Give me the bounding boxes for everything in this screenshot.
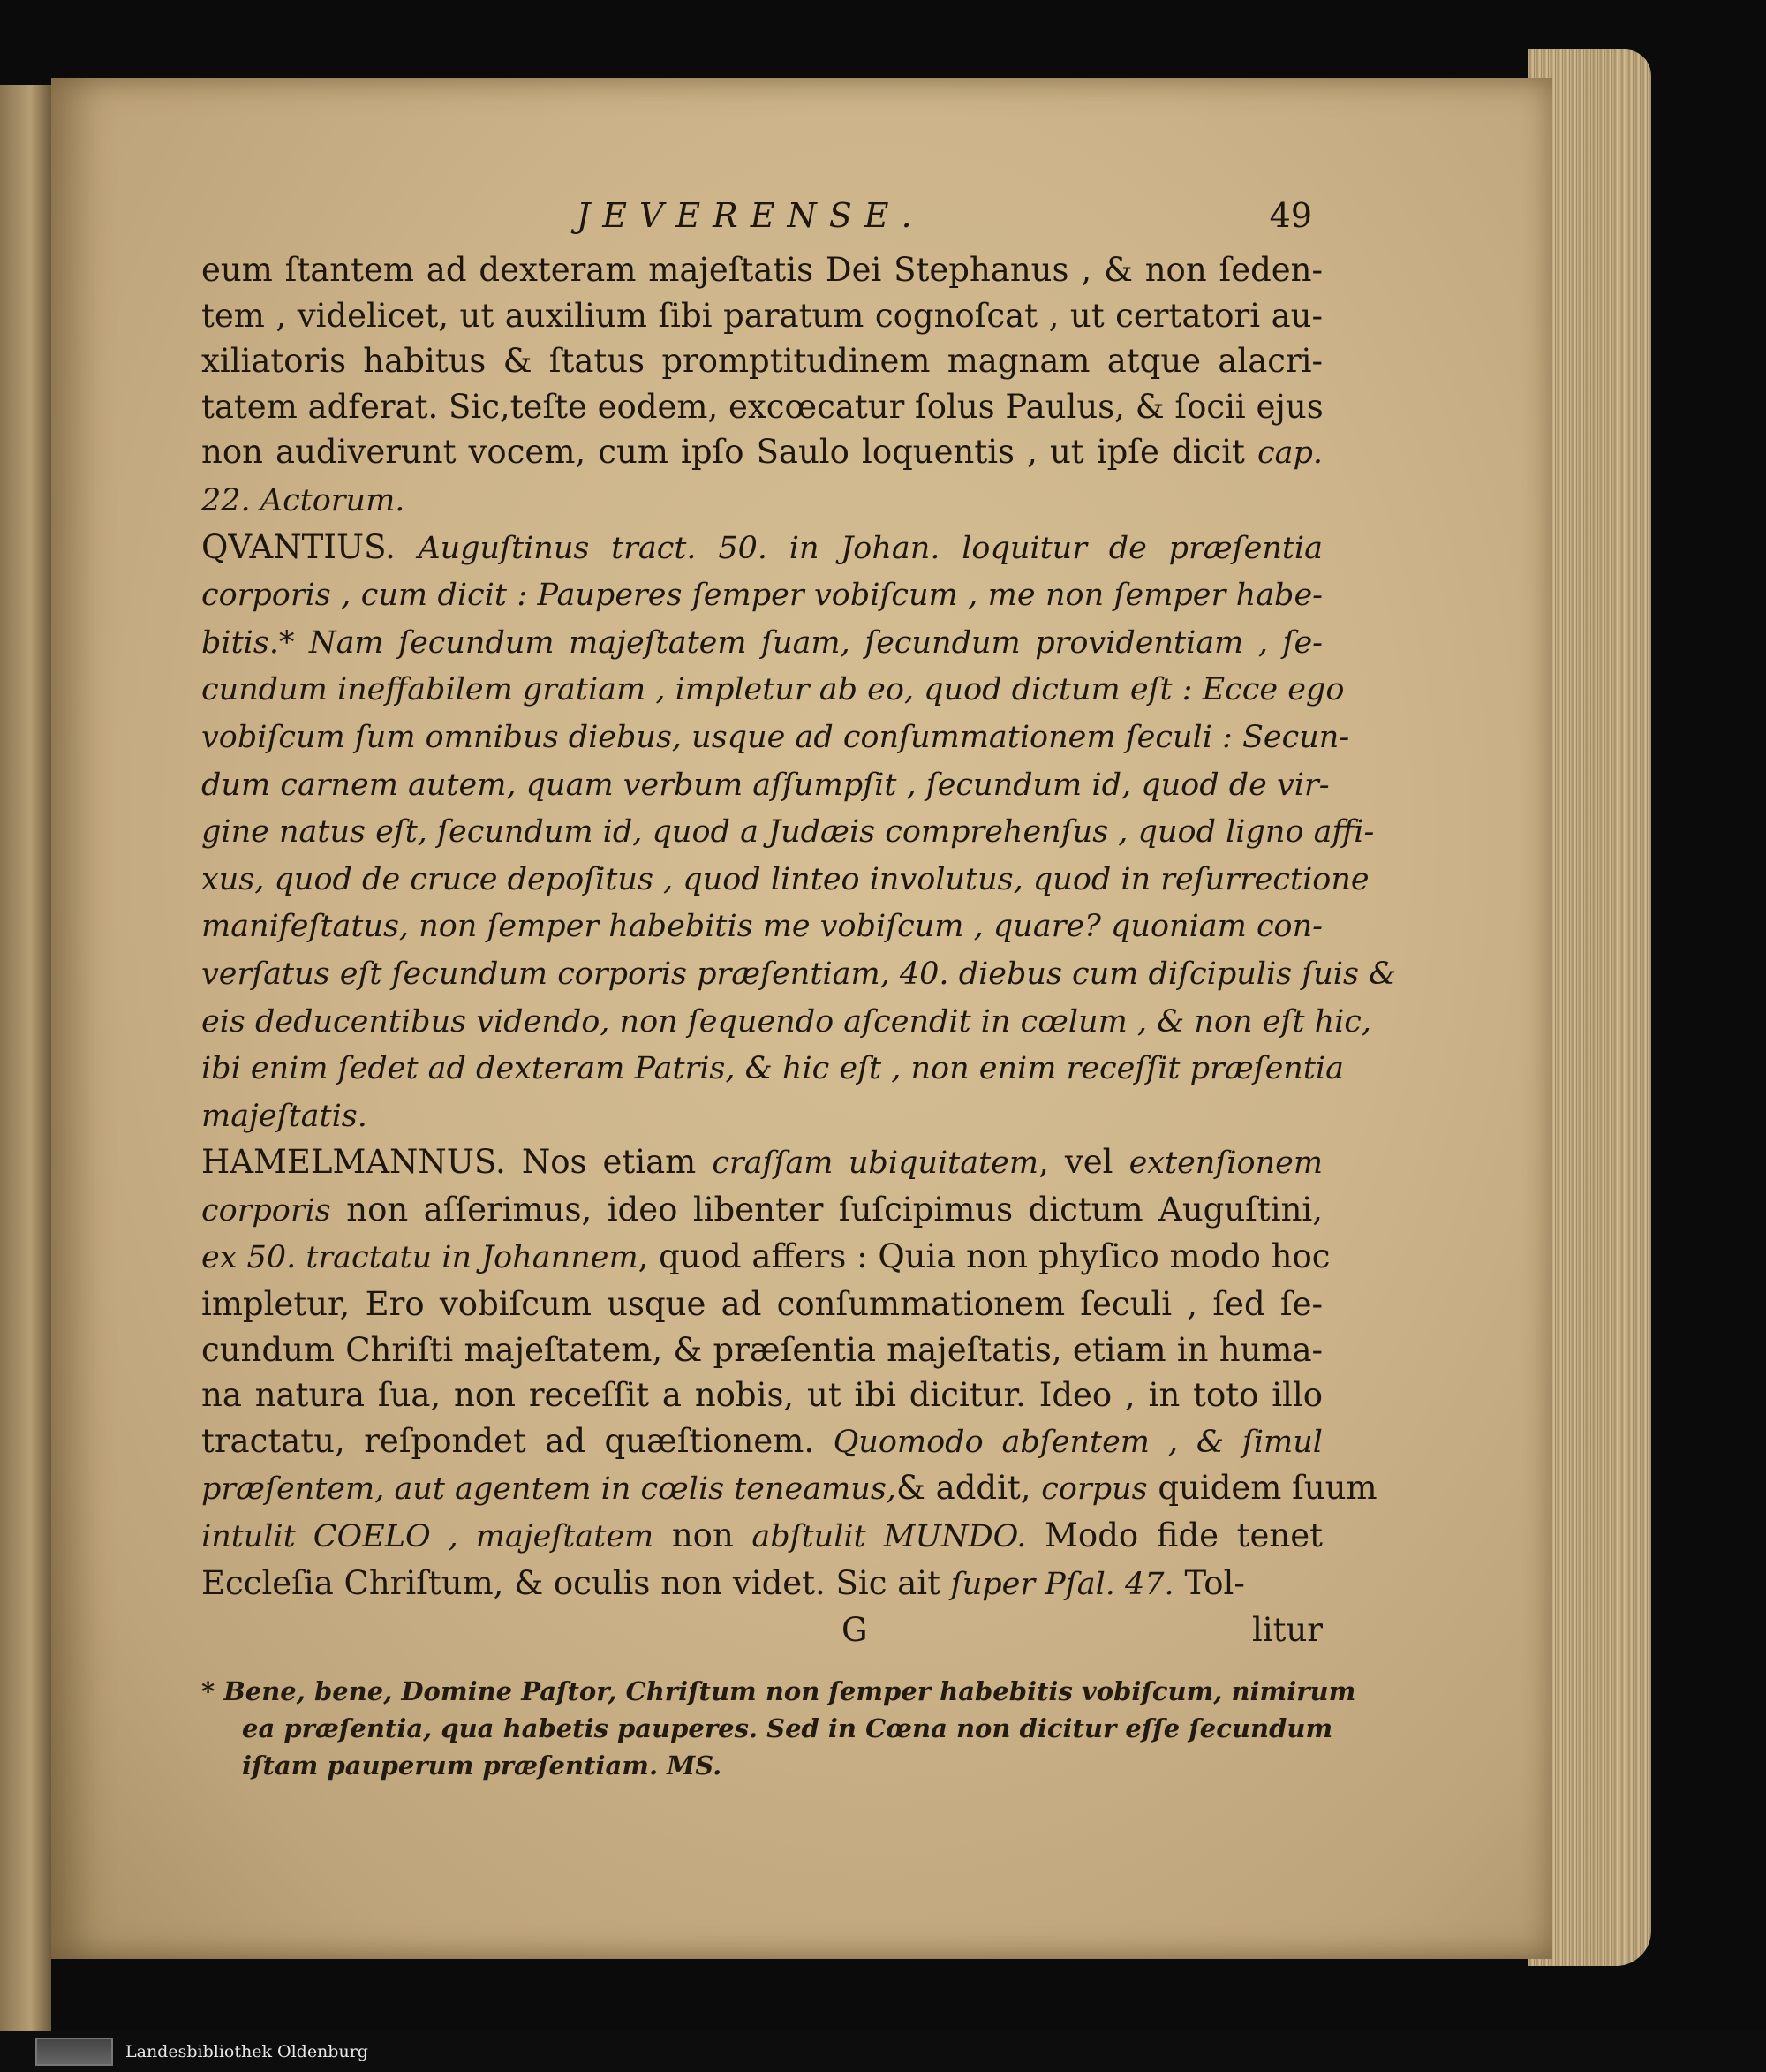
text-segment: na natura ſua, non receſſit a nobis, ut ibi dicitur. Ideo , in toto illo: [201, 1376, 1323, 1415]
catchword: litur: [1251, 1611, 1323, 1650]
text-segment: QVANTIUS.: [201, 527, 419, 566]
text-segment: corporis , cum dicit : Pauperes ſemper vobiſcum , me non ſemper habe-: [201, 578, 1323, 614]
text-segment: Eccleſia Chriſtum, & oculis non videt. Sic ait: [201, 1563, 951, 1602]
text-line: [201, 247, 1323, 293]
text-segment: xus, quod de cruce depoſitus , quod linteo involutus, quod in reſurrectione: [201, 861, 1370, 897]
text-line: [201, 429, 1323, 477]
text-line: [201, 1513, 1323, 1561]
text-line: [201, 950, 1397, 998]
text-line: [201, 1234, 1331, 1282]
text-segment: abſtulit MUNDO.: [751, 1519, 1027, 1555]
running-head: [201, 196, 1323, 242]
text-segment: manifeſtatus, non ſemper habebitis me vobiſcum , quare? quoniam con-: [201, 909, 1323, 945]
text-line: [201, 338, 1323, 384]
signature-mark: G: [841, 1611, 868, 1650]
text-segment: Modo fide tenet: [1026, 1516, 1323, 1555]
running-title: JEVERENSE.: [577, 196, 925, 235]
text-segment: impletur, Ero vobiſcum usque ad conſummationem ſeculi , ſed ſe-: [201, 1285, 1323, 1324]
body-text: [201, 247, 1397, 1607]
text-segment: , quod affers : Quia non phyſico modo hoc: [638, 1237, 1331, 1276]
text-line: [201, 619, 1323, 667]
facing-page-edge: [0, 85, 51, 2031]
text-line: [201, 525, 1323, 572]
text-line: [201, 1418, 1323, 1466]
text-segment: extenſionem: [1128, 1146, 1324, 1182]
text-segment: gine natus eſt, ſecundum id, quod a Judæis comprehenſus , quod ligno affi-: [201, 814, 1375, 851]
footnote-line: iſtam pauperum præſentiam. MS.: [242, 1751, 722, 1781]
text-segment: cundum ineffabilem gratiam , impletur ab eo, quod dictum eſt : Ecce ego: [201, 672, 1345, 708]
text-segment: cundum Chriſti majeſtatem, & præſentia majeſtatis, etiam in huma-: [201, 1330, 1323, 1369]
text-segment: non aſſerimus, ideo libenter ſuſcipimus dictum Auguſtini,: [330, 1190, 1323, 1229]
text-line: [201, 1465, 1377, 1513]
footer-bar: [0, 2031, 1766, 2072]
signature-line: [201, 1607, 1323, 1653]
text-line: [201, 856, 1370, 904]
text-segment: non: [653, 1516, 752, 1555]
text-line: [201, 1561, 1323, 1608]
text-segment: craſſam ubiquitatem: [712, 1146, 1039, 1182]
text-segment: Auguſtinus tract. 50. in Johan. loquitur de præſentia: [418, 530, 1323, 566]
footnote-line: * Bene, bene, Domine Paſtor, Chriſtum non ſemper habebitis vobiſcum, nimirum: [201, 1676, 1356, 1707]
text-line: [201, 477, 1323, 525]
text-segment: bitis.* Nam ſecundum majeſtatem ſuam, ſecundum providentiam , ſe-: [201, 624, 1323, 661]
text-segment: HAMELMANNUS. Nos etiam: [201, 1143, 713, 1182]
text-line: [201, 1373, 1323, 1418]
text-segment: corpus: [1041, 1471, 1148, 1508]
text-line: [201, 571, 1323, 619]
text-segment: ſuper Pſal. 47.: [950, 1566, 1174, 1602]
text-line: [201, 1093, 1323, 1140]
text-segment: , vel: [1038, 1143, 1129, 1182]
text-line: [201, 761, 1330, 809]
text-segment: tractatu, reſpondet ad quæſtionem.: [201, 1421, 834, 1460]
text-segment: ex 50. tractatu in Johannem: [201, 1240, 638, 1276]
text-segment: eis deducentibus videndo, non ſequendo aſcendit in cœlum , & non eſt hic,: [201, 1003, 1372, 1040]
text-line: [201, 1045, 1344, 1093]
text-segment: Tol-: [1174, 1563, 1245, 1602]
text-segment: non audiverunt vocem, cum ipſo Saulo loquentis , ut ipſe dicit: [201, 433, 1257, 472]
text-line: [201, 714, 1350, 761]
text-line: [201, 903, 1323, 950]
text-segment: xiliatoris habitus & ſtatus promptitudinem magnam atque alacri-: [201, 342, 1323, 381]
text-segment: 22. Actorum.: [201, 482, 405, 518]
text-segment: vobiſcum ſum omnibus diebus, usque ad conſummationem ſeculi : Secun-: [201, 719, 1350, 755]
text-segment: ibi enim ſedet ad dexteram Patris, & hic eſt , non enim receſſit præſentia: [201, 1051, 1344, 1087]
page-number: 49: [1269, 196, 1312, 235]
library-logo-icon: [35, 2038, 113, 2066]
text-segment: dum carnem autem, quam verbum aſſumpſit , ſecundum id, quod de vir-: [201, 767, 1330, 803]
text-segment: tatem adferat. Sic,teſte eodem, excœcatur ſolus Paulus, & ſocii ejus: [201, 387, 1324, 426]
text-line: [201, 998, 1372, 1046]
text-segment: tem , videlicet, ut auxilium ſibi paratum cognoſcat , ut certatori au-: [201, 296, 1323, 335]
text-line: [201, 1187, 1323, 1235]
footnote: [201, 1673, 1356, 1784]
text-segment: eum ſtantem ad dexteram majeſtatis Dei Stephanus , & non ſeden-: [201, 251, 1323, 289]
text-segment: quidem ſuum: [1147, 1469, 1377, 1508]
footnote-line: ea præſentia, qua habetis pauperes. Sed in Cœna non dicitur eſſe ſecundum: [242, 1713, 1333, 1744]
text-segment: præſentem, aut agentem in cœlis teneamus,: [201, 1471, 896, 1508]
text-segment: intulit COELO , majeſtatem: [201, 1519, 654, 1555]
text-line: [201, 1327, 1323, 1373]
text-segment: Quomodo abſentem , & ſimul: [833, 1424, 1323, 1460]
text-line: [201, 1282, 1323, 1327]
text-segment: corporis: [201, 1192, 331, 1229]
text-segment: & addit,: [895, 1469, 1042, 1508]
text-line: [201, 808, 1375, 856]
text-line: [201, 666, 1345, 714]
text-segment: majeſtatis.: [201, 1098, 367, 1134]
text-line: [201, 1139, 1323, 1187]
text-segment: cap.: [1257, 435, 1323, 472]
text-segment: verſatus eſt ſecundum corporis præſentiam, 40. diebus cum diſcipulis ſuis &: [201, 956, 1397, 992]
text-line: [201, 384, 1323, 430]
footer-label: Landesbibliothek Oldenburg: [125, 2042, 368, 2061]
text-line: [201, 293, 1323, 339]
page-text: [201, 196, 1397, 1784]
